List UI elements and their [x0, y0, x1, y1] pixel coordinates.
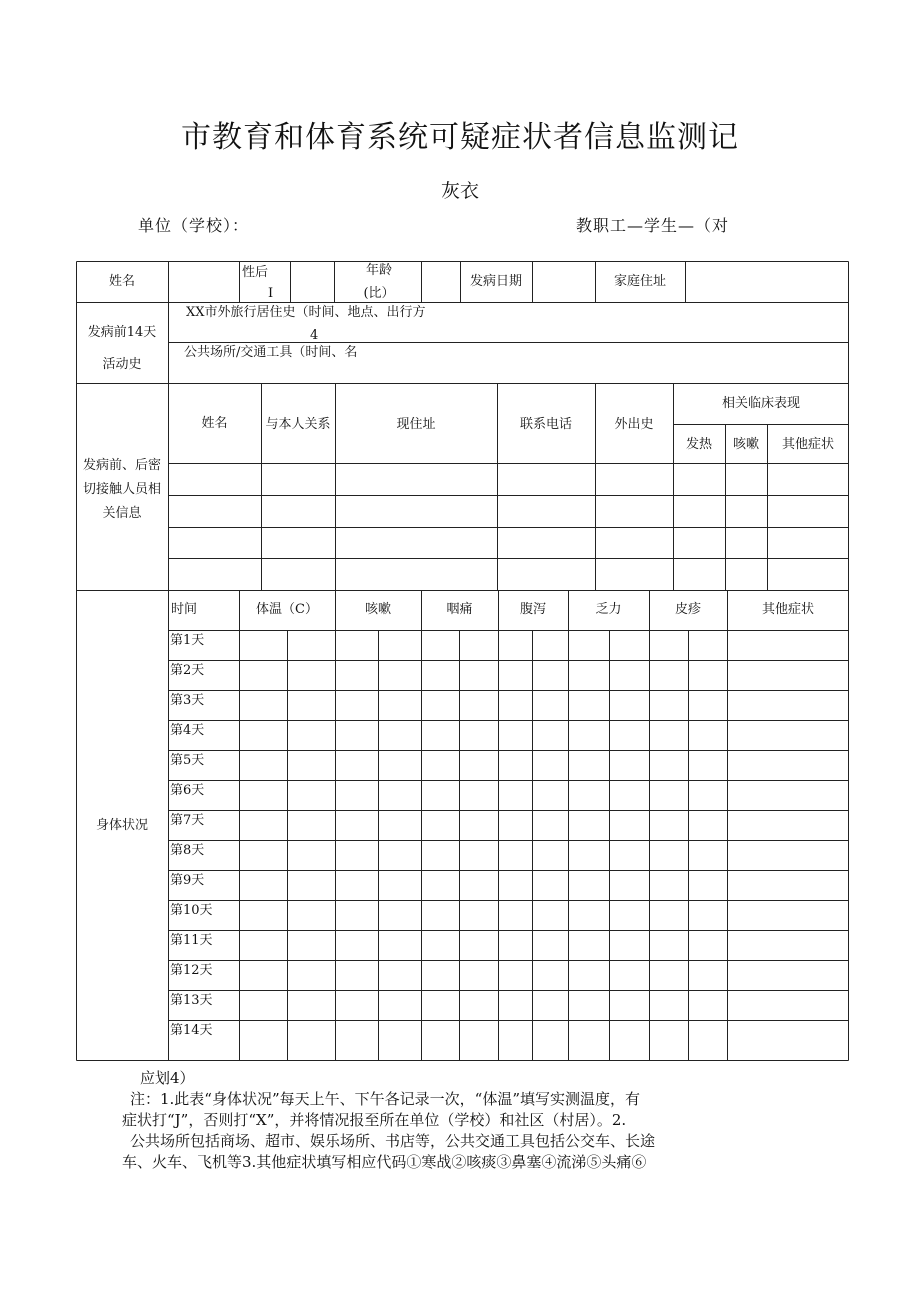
- travel-history-sub: 4: [310, 328, 319, 343]
- monitoring-form: [76, 261, 849, 1061]
- public-places-label: 公共场所/交通工具（时间、名: [184, 345, 358, 360]
- health-col-fatigue: 乏力: [595, 602, 622, 617]
- day-label: 第13天: [170, 993, 213, 1008]
- contact-col-phone: 联系电话: [519, 417, 572, 432]
- health-col-time: 时间: [171, 602, 198, 617]
- clinical-cough: 咳嗽: [732, 437, 759, 452]
- day-label: 第6天: [170, 783, 205, 798]
- gender-label: 性后: [242, 265, 269, 280]
- contacts-label-2: 切接触人员相: [82, 482, 161, 497]
- day-label: 第11天: [170, 933, 213, 948]
- age-sub: (比）: [363, 286, 395, 301]
- travel-history-label: XX市外旅行居住史（时间、地点、出行方: [186, 305, 426, 320]
- activity-label-1: 发病前14天: [87, 325, 157, 340]
- notes-line-4: 车、火车、飞机等3.其他症状填写相应代码①寒战②咳痰③鼻塞④流涕⑤头痛⑥: [122, 1153, 647, 1171]
- contact-col-travel: 外出史: [614, 417, 654, 432]
- contact-col-name: 姓名: [201, 416, 228, 431]
- health-label: 身体状况: [95, 818, 148, 833]
- clinical-header: 相关临床表现: [721, 396, 800, 411]
- day-label: 第14天: [170, 1023, 213, 1038]
- day-label: 第1天: [170, 633, 205, 648]
- day-label: 第3天: [170, 693, 205, 708]
- day-label: 第7天: [170, 813, 205, 828]
- day-label: 第10天: [170, 903, 213, 918]
- health-col-rash: 皮疹: [674, 602, 701, 617]
- health-col-other: 其他症状: [761, 602, 814, 617]
- onset-date-label: 发病日期: [469, 274, 522, 289]
- day-label: 第12天: [170, 963, 213, 978]
- contact-col-relation: 与本人关系: [265, 417, 331, 432]
- day-label: 第4天: [170, 723, 205, 738]
- notes-line-3: 公共场所包括商场、超市、娱乐场所、书店等，公共交通工具包括公交车、长途: [130, 1132, 656, 1150]
- notes-prefix: 应划4）: [140, 1069, 195, 1087]
- page-title: 市教育和体育系统可疑症状者信息监测记: [181, 120, 739, 155]
- health-col-cough: 咳嗽: [364, 602, 391, 617]
- contacts-label-3: 关信息: [102, 506, 142, 521]
- day-label: 第8天: [170, 843, 205, 858]
- day-label: 第2天: [170, 663, 205, 678]
- gender-sub: I: [268, 286, 274, 301]
- staff-type-label: 教职工—学生—（对: [576, 216, 730, 235]
- unit-label: 单位（学校）：: [138, 216, 250, 235]
- contact-col-address: 现住址: [396, 417, 436, 432]
- contacts-label-1: 发病前、后密: [82, 458, 161, 473]
- clinical-fever: 发热: [685, 437, 712, 452]
- notes-line-1: 注：1.此表“身体状况”每天上午、下午各记录一次，“体温”填写实测温度，有: [130, 1090, 640, 1108]
- notes-line-2: 症状打“J”，否则打“X”，并将情况报至所在单位（学校）和社区（村居）。2.: [122, 1111, 627, 1129]
- health-col-sore-throat: 咽痛: [446, 602, 473, 617]
- health-col-temp: 体温（C）: [256, 602, 318, 617]
- activity-label-2: 活动史: [102, 357, 142, 372]
- day-label: 第5天: [170, 753, 205, 768]
- name-label: 姓名: [108, 274, 135, 289]
- day-label: 第9天: [170, 873, 205, 888]
- health-col-diarrhea: 腹泻: [519, 602, 546, 617]
- age-label: 年龄: [365, 263, 392, 278]
- address-label: 家庭住址: [613, 274, 666, 289]
- page-subtitle: 灰衣: [440, 180, 479, 202]
- clinical-other: 其他症状: [781, 437, 834, 452]
